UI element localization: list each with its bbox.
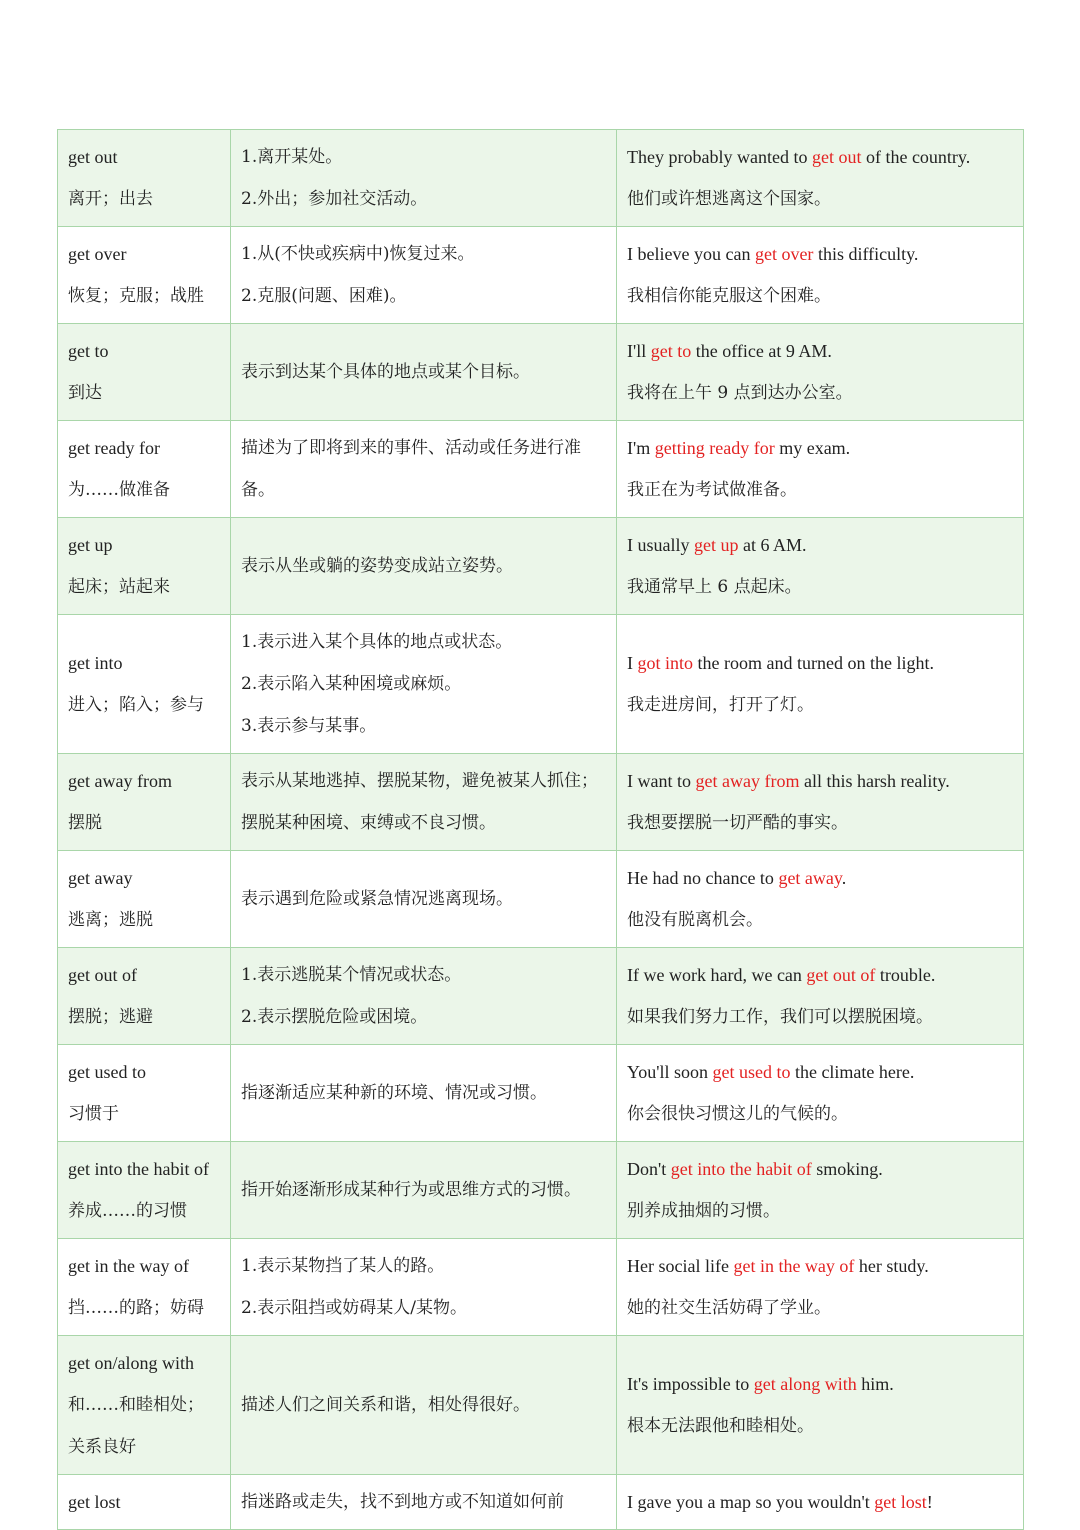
highlighted-phrase: get over [754, 244, 814, 264]
phrase-cell [58, 1045, 231, 1142]
explanation-line: 1.从(不快或疾病中)恢复过来。 [241, 244, 475, 264]
example-text: my exam. [774, 438, 851, 458]
example-en [627, 1148, 1013, 1190]
highlighted-phrase: get in the way of [733, 1256, 855, 1276]
phrase-meaning: 摆脱 [68, 813, 102, 833]
phrase-cell [58, 130, 231, 227]
example-text: all this harsh reality. [799, 771, 950, 791]
table-row [58, 1239, 1024, 1336]
phrase-table [57, 129, 1024, 1530]
example-cell [617, 948, 1024, 1045]
example-text: the room and turned on the light. [693, 653, 934, 673]
example-cell [617, 615, 1024, 754]
table-row [58, 324, 1024, 421]
phrase-cell [58, 1239, 231, 1336]
explanation-cell [231, 324, 617, 421]
example-en [627, 1363, 1013, 1405]
explanation-cell [231, 227, 617, 324]
phrase: get into the habit of [68, 1159, 209, 1179]
phrase-cell [58, 948, 231, 1045]
phrase-table-body [58, 130, 1024, 1530]
phrase: get ready for [68, 438, 160, 458]
phrase-cell [58, 1475, 231, 1530]
example-cn: 如果我们努力工作，我们可以摆脱困境。 [627, 1007, 933, 1027]
explanation-line: 表示遇到危险或紧急情况逃离现场。 [241, 889, 513, 909]
example-cn: 根本无法跟他和睦相处。 [627, 1416, 814, 1436]
explanation-line: 描述人们之间关系和谐，相处得很好。 [241, 1395, 530, 1415]
explanation-line: 表示从坐或躺的姿势变成站立姿势。 [241, 556, 513, 576]
example-cell [617, 754, 1024, 851]
example-text: her study. [854, 1256, 929, 1276]
example-text: trouble. [875, 965, 936, 985]
example-text: this difficulty. [813, 244, 919, 264]
example-text: him. [856, 1374, 894, 1394]
highlighted-phrase: get into the habit of [670, 1159, 812, 1179]
table-row [58, 1142, 1024, 1239]
explanation-line: 表示从某地逃掉、摆脱某物，避免被某人抓住；摆脱某种困境、束缚或不良习惯。 [241, 771, 598, 833]
highlighted-phrase: get lost [874, 1492, 927, 1512]
example-cell [617, 227, 1024, 324]
phrase-meaning: 为……做准备 [68, 480, 170, 500]
example-cn: 我将在上午 9 点到达办公室。 [627, 383, 853, 403]
example-text: . [841, 868, 847, 888]
highlighted-phrase: get to [650, 341, 692, 361]
table-row [58, 1475, 1024, 1530]
phrase-cell [58, 324, 231, 421]
example-text: It's impossible to [627, 1374, 754, 1394]
example-text: You'll soon [627, 1062, 713, 1082]
explanation-line: 表示到达某个具体的地点或某个目标。 [241, 362, 530, 382]
phrase-meaning: 起床；站起来 [68, 577, 170, 597]
table-row [58, 130, 1024, 227]
phrase-meaning: 摆脱；逃避 [68, 1007, 153, 1027]
phrase: get in the way of [68, 1256, 189, 1276]
example-text: I'll [627, 341, 651, 361]
phrase-meaning: 习惯于 [68, 1104, 119, 1124]
highlighted-phrase: get away [778, 868, 842, 888]
phrase: get out [68, 147, 118, 167]
phrase: get to [68, 341, 109, 361]
phrase-cell [58, 1336, 231, 1475]
example-cn: 别养成抽烟的习惯。 [627, 1201, 780, 1221]
explanation-line: 3.表示参与某事。 [241, 716, 377, 736]
example-cn: 我正在为考试做准备。 [627, 480, 797, 500]
explanation-line: 1.表示某物挡了某人的路。 [241, 1256, 445, 1276]
example-cn: 我通常早上 6 点起床。 [627, 577, 802, 597]
example-text: I want to [627, 771, 696, 791]
example-en [627, 233, 1013, 275]
example-text: smoking. [811, 1159, 883, 1179]
example-en [627, 136, 1013, 178]
phrase-meaning: 挡……的路；妨碍 [68, 1298, 204, 1318]
example-text: I believe you can [627, 244, 755, 264]
highlighted-phrase: get out of [806, 965, 876, 985]
phrase: get into [68, 653, 123, 673]
table-row [58, 518, 1024, 615]
example-text: ! [926, 1492, 933, 1512]
explanation-line: 2.表示陷入某种困境或麻烦。 [241, 674, 462, 694]
phrase: get lost [68, 1492, 121, 1512]
explanation-cell [231, 1475, 617, 1530]
phrase-meaning: 养成……的习惯 [68, 1201, 187, 1221]
phrase: get away from [68, 771, 172, 791]
example-cell [617, 324, 1024, 421]
example-text: the climate here. [790, 1062, 915, 1082]
example-cell [617, 130, 1024, 227]
phrase: get on/along with [68, 1353, 194, 1373]
example-text: I'm [627, 438, 655, 458]
example-en [627, 760, 1013, 802]
phrase: get used to [68, 1062, 146, 1082]
example-text: He had no chance to [627, 868, 779, 888]
explanation-line: 2.表示摆脱危险或困境。 [241, 1007, 428, 1027]
example-text: Her social life [627, 1256, 734, 1276]
example-en [627, 427, 1013, 469]
highlighted-phrase: get used to [712, 1062, 791, 1082]
phrase-meaning: 进入；陷入；参与 [68, 695, 204, 715]
phrase-meaning: 恢复；克服；战胜 [68, 286, 204, 306]
table-row [58, 615, 1024, 754]
example-text: at 6 AM. [738, 535, 807, 555]
explanation-cell [231, 754, 617, 851]
example-en [627, 642, 1013, 684]
phrase-meaning: 离开；出去 [68, 189, 153, 209]
phrase-cell [58, 615, 231, 754]
highlighted-phrase: get out [811, 147, 862, 167]
table-row [58, 754, 1024, 851]
example-text: They probably wanted to [627, 147, 812, 167]
example-cell [617, 421, 1024, 518]
example-text: Don't [627, 1159, 671, 1179]
table-row [58, 948, 1024, 1045]
phrase: get over [68, 244, 127, 264]
phrase-cell [58, 227, 231, 324]
explanation-cell [231, 1142, 617, 1239]
example-en [627, 524, 1013, 566]
explanation-line: 描述为了即将到来的事件、活动或任务进行准备。 [241, 438, 581, 500]
phrase-cell [58, 1142, 231, 1239]
example-cn: 我相信你能克服这个困难。 [627, 286, 831, 306]
explanation-line: 1.表示逃脱某个情况或状态。 [241, 965, 462, 985]
highlighted-phrase: get away from [695, 771, 800, 791]
phrase-cell [58, 851, 231, 948]
example-cell [617, 518, 1024, 615]
phrase-cell [58, 421, 231, 518]
example-en [627, 954, 1013, 996]
phrase-cell [58, 518, 231, 615]
explanation-line: 指开始逐渐形成某种行为或思维方式的习惯。 [241, 1180, 581, 1200]
example-cell [617, 1475, 1024, 1530]
phrase: get away [68, 868, 133, 888]
example-cn: 他没有脱离机会。 [627, 910, 763, 930]
example-en [627, 1051, 1013, 1093]
explanation-cell [231, 1336, 617, 1475]
highlighted-phrase: get along with [753, 1374, 857, 1394]
explanation-line: 指迷路或走失，找不到地方或不知道如何前 [241, 1492, 564, 1512]
explanation-line: 2.外出；参加社交活动。 [241, 189, 428, 209]
explanation-cell [231, 130, 617, 227]
example-cn: 他们或许想逃离这个国家。 [627, 189, 831, 209]
example-cn: 我走进房间，打开了灯。 [627, 695, 814, 715]
explanation-cell [231, 851, 617, 948]
highlighted-phrase: got into [637, 653, 694, 673]
example-text: of the country. [861, 147, 971, 167]
phrase: get up [68, 535, 113, 555]
explanation-line: 2.克服(问题、困难)。 [241, 286, 407, 306]
phrase-meaning: 逃离；逃脱 [68, 910, 153, 930]
phrase: get out of [68, 965, 137, 985]
example-en [627, 330, 1013, 372]
explanation-line: 2.表示阻挡或妨碍某人/某物。 [241, 1298, 467, 1318]
explanation-cell [231, 948, 617, 1045]
example-cell [617, 1045, 1024, 1142]
example-text: I usually [627, 535, 694, 555]
example-cn: 她的社交生活妨碍了学业。 [627, 1298, 831, 1318]
phrase-meaning: 到达 [68, 383, 102, 403]
table-row [58, 227, 1024, 324]
table-row [58, 1045, 1024, 1142]
explanation-cell [231, 615, 617, 754]
example-cell [617, 1336, 1024, 1475]
explanation-cell [231, 1045, 617, 1142]
highlighted-phrase: get up [694, 535, 739, 555]
example-text: If we work hard, we can [627, 965, 807, 985]
highlighted-phrase: getting ready for [654, 438, 775, 458]
example-en [627, 857, 1013, 899]
explanation-cell [231, 1239, 617, 1336]
example-text: I [627, 653, 638, 673]
explanation-line: 1.离开某处。 [241, 147, 343, 167]
example-en [627, 1481, 1013, 1523]
example-en [627, 1245, 1013, 1287]
table-row [58, 421, 1024, 518]
phrase-cell [58, 754, 231, 851]
explanation-cell [231, 421, 617, 518]
explanation-cell [231, 518, 617, 615]
example-cell [617, 1142, 1024, 1239]
example-cell [617, 1239, 1024, 1336]
table-row [58, 851, 1024, 948]
example-text: I gave you a map so you wouldn't [627, 1492, 875, 1512]
example-text: the office at 9 AM. [691, 341, 832, 361]
explanation-line: 指逐渐适应某种新的环境、情况或习惯。 [241, 1083, 547, 1103]
example-cn: 我想要摆脱一切严酷的事实。 [627, 813, 848, 833]
example-cell [617, 851, 1024, 948]
explanation-line: 1.表示进入某个具体的地点或状态。 [241, 632, 513, 652]
table-row [58, 1336, 1024, 1475]
example-cn: 你会很快习惯这儿的气候的。 [627, 1104, 848, 1124]
phrase-meaning: 和……和睦相处；关系良好 [68, 1395, 204, 1457]
